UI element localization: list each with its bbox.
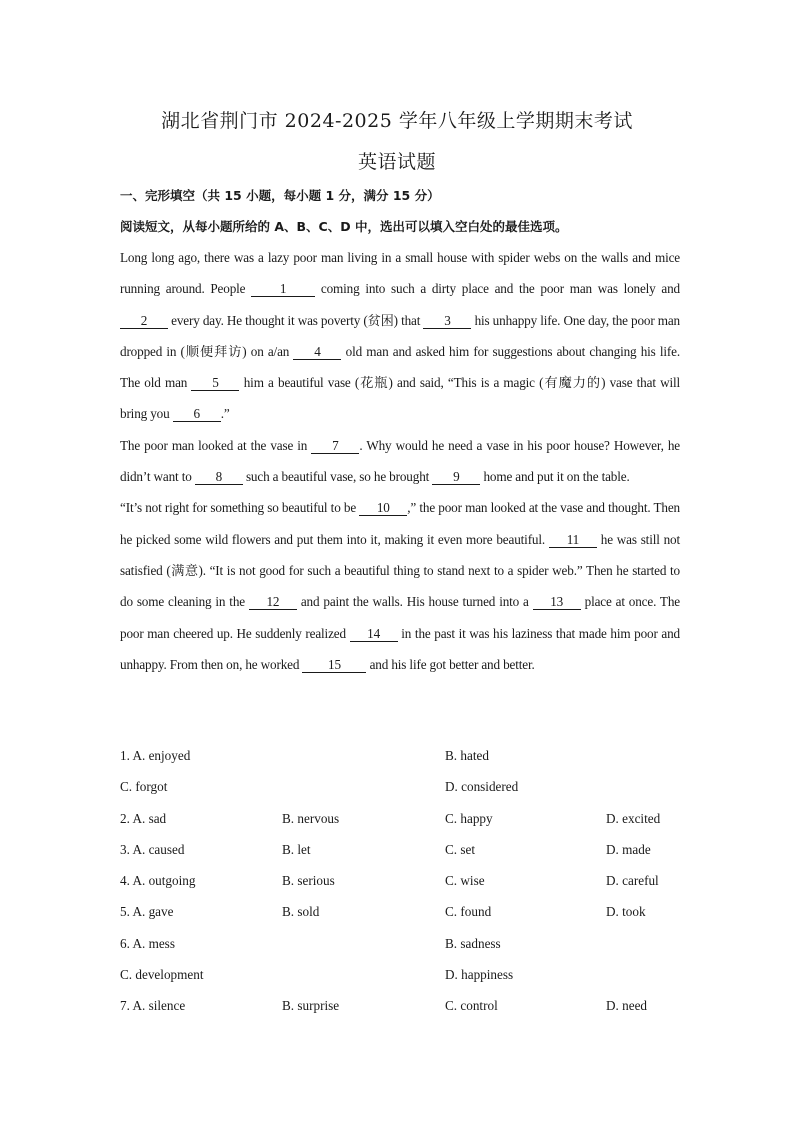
blank-3: 3 [423,314,471,329]
option-4c: C. wise [445,873,485,889]
option-5a: 5. A. gave [120,904,174,920]
option-7c: C. control [445,998,498,1014]
option-2a: 2. A. sad [120,810,167,826]
question-5-row [120,898,680,929]
section-heading: 一、完形填空（共 15 小题，每小题 1 分，满分 15 分） [120,188,440,203]
passage-text: coming into such a dirty place and the poor man was lonely and [315,281,680,297]
passage-text: and his life got better and better. [366,656,535,672]
passage-text: . Why would he need a vase in his poor house? However, he didn’t want to [120,437,680,485]
option-4b: B. serious [282,873,335,889]
passage-text: place at once. The poor man cheered up. He suddenly realized [120,594,680,641]
option-4d: D. careful [606,873,659,889]
option-4a: 4. A. outgoing [120,873,196,889]
blank-4: 4 [293,345,341,360]
question-1-row-1 [120,742,680,773]
question-2-row [120,805,680,836]
option-1d: D. considered [445,779,519,795]
option-2b: B. nervous [282,810,340,826]
cloze-passage [120,242,680,680]
question-7-row [120,992,680,1023]
option-1b: B. hated [445,748,489,763]
option-6a: 6. A. mess [120,935,175,951]
question-3-row [120,836,680,867]
option-3a: 3. A. caused [120,841,185,857]
option-3d: D. made [606,841,651,857]
option-6d: D. happiness [445,967,514,983]
blank-2: 2 [120,314,168,329]
passage-paragraph-1 [120,242,680,430]
option-7d: D. need [606,998,648,1014]
blank-1: 1 [251,282,315,297]
blank-9: 9 [432,470,480,485]
answer-options [120,742,680,1024]
passage-text: such a beautiful vase, so he brought [242,469,433,485]
blank-7: 7 [311,439,359,454]
passage-text: home and put it on the table. [480,469,630,485]
passage-text: he was still not satisfied (满意). “It is not good for such a beautiful thing to stand next to a spider web.” Then he started to do some cleaning in the [120,531,680,610]
question-6-row-2 [120,961,680,992]
blank-8: 8 [195,470,243,485]
option-5d: D. took [606,904,646,920]
question-4-row [120,867,680,898]
blank-5: 5 [191,376,239,391]
blank-10: 10 [359,501,407,516]
blank-13: 13 [533,595,581,610]
option-2d: D. excited [606,810,661,826]
passage-text: every day. He thought it was poverty (贫困) that [168,312,424,328]
option-7b: B. surprise [282,998,340,1014]
option-5b: B. sold [282,904,320,920]
passage-text: The poor man looked at the vase in [120,437,312,453]
blank-12: 12 [249,595,297,610]
section-instruction: 阅读短文，从每小题所给的 A、B、C、D 中，选出可以填入空白处的最佳选项。 [120,219,568,234]
passage-text: Long long ago, there was a lazy poor man living in a small house with spider webs on the walls and mice running around. People [120,250,680,297]
passage-text: .” [220,406,230,422]
option-6b: B. sadness [445,935,501,951]
option-6c: C. development [120,967,204,983]
exam-subtitle: 英语试题 [357,151,436,173]
passage-text: and paint the walls. His house turned into a [296,594,533,610]
passage-text: old man and asked him for suggestions about changing his life. The old man [120,343,680,391]
passage-text: ,” the poor man looked at the vase and thought. Then he picked some wild flowers and put them into it, making it even more beautiful. [120,500,680,547]
option-5c: C. found [445,904,492,920]
option-7a: 7. A. silence [120,998,186,1014]
passage-paragraph-3 [120,492,680,680]
blank-11: 11 [549,533,597,548]
option-3c: C. set [445,841,476,857]
question-6-row-1 [120,930,680,961]
blank-14: 14 [350,627,398,642]
passage-text: in the past it was his laziness that made him poor and unhappy. From then on, he worked [120,625,680,672]
passage-text: “It’s not right for something so beautiful to be [120,500,360,516]
passage-text: him a beautiful vase (花瓶) and said, “This is a magic (有魔力的) vase that will bring you [120,375,680,422]
option-2c: C. happy [445,810,493,826]
passage-paragraph-2 [120,430,680,493]
blank-15: 15 [302,658,366,673]
passage-text: his unhappy life. One day, the poor man dropped in (顺便拜访) on a/an [120,312,681,359]
blank-6: 6 [173,407,221,422]
option-1a: 1. A. enjoyed [120,748,191,763]
exam-title: 湖北省荆门市 2024-2025 学年八年级上学期期末考试 [161,110,633,132]
question-1-row-2 [120,773,680,804]
option-1c: C. forgot [120,779,168,795]
option-3b: B. let [282,841,311,857]
